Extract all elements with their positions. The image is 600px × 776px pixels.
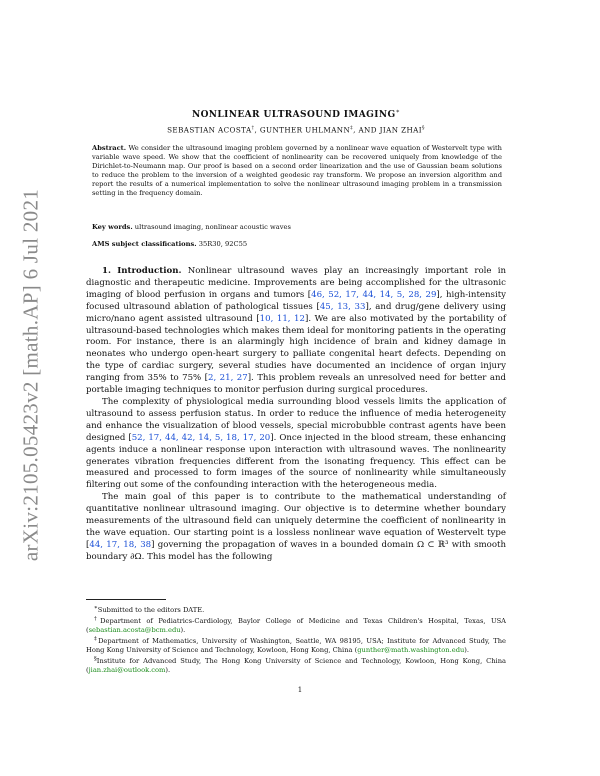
paragraph-goal xyxy=(86,492,506,563)
citation-link[interactable]: 52, 17, 44, 42, 14, 5, 18, 17, 20 xyxy=(131,432,271,443)
footnote-end: ). xyxy=(180,626,186,635)
footnote-uhlmann xyxy=(86,635,506,655)
footnote-text: Institute for Advanced Study, The Hong Kong University of Science and Technology, Kowloon, Hong Kong, China ( xyxy=(86,657,506,675)
text-run: The main goal of this paper is to contribute to the mathematical understanding of quantitative nonlinear ultrasound imaging. Our objective is to determine whether boundary measurements of the ultrasound field can uniquely determine the coefficient of nonlinearity in the wave equation. Our starting point is a lossless nonlinear wave equation of Westervelt type [ xyxy=(86,492,506,550)
abstract-label: Abstract. xyxy=(92,144,127,152)
author-separator: , xyxy=(353,125,356,135)
footnote-acosta xyxy=(86,615,506,635)
title-footnote-mark: ∗ xyxy=(395,108,401,115)
email-link[interactable]: jian.zhai@outlook.com xyxy=(88,666,166,675)
author-list xyxy=(86,125,506,134)
section-number: 1. xyxy=(102,266,111,276)
footnote-text: Department of Mathematics, University of Washington, Seattle, WA 98195, USA; Institute for Advanced Study, The Hong Kong University of Science and Technology, Kowloon, Hong Kong, China ( xyxy=(86,637,506,655)
text-run: ]. Once injected in the blood stream, these enhancing agents induce a nonlinear response upon interaction with ultrasound waves. The nonlinearity generates vibration frequencies different from the isonating frequency. This effect can be measured and processed to form images of the source of nonlinearity while simultaneously filtering out some of the confounding interaction with the heterogeneous media. xyxy=(86,432,506,491)
author-separator: , xyxy=(254,125,258,135)
paper-title xyxy=(86,108,506,120)
keywords-label: Key words. xyxy=(92,223,133,231)
citation-link[interactable]: 44, 17, 18, 38 xyxy=(89,539,152,550)
abstract-text: We consider the ultrasound imaging problem governed by a nonlinear wave equation of Westervelt type with variable wave speed. We show that the coefficient of nonlinearity can be recovered uniquely from knowledge of the Dirichlet-to-Neumann map. Our proof is based on a second order linearization and the use of Gaussian beam solutions to reduce the problem to the inversion of a weighted geodesic ray transform. We propose an inversion algorithm and report the results of a numerical implementation to solve the nonlinear ultrasound imaging problem in a transmission setting in the frequency domain. xyxy=(92,144,502,198)
paragraph-complexity xyxy=(86,397,506,492)
footnote-mark: § xyxy=(94,656,97,663)
section-title: Introduction. xyxy=(117,266,182,276)
footnote-text: Submitted to the editors DATE. xyxy=(97,606,205,615)
email-link[interactable]: sebastian.acosta@bcm.edu xyxy=(88,626,181,635)
arxiv-side-identifier xyxy=(10,188,52,562)
author-name: JIAN ZHAI xyxy=(379,125,422,135)
author-name: GUNTHER UHLMANN xyxy=(259,125,351,135)
email-link[interactable]: gunther@math.washington.edu xyxy=(357,646,465,655)
citation-link[interactable]: 2, 21, 27 xyxy=(208,373,248,384)
text-run: ]. We are also motivated by the portability of ultrasound-based technologies which makes them ideal for monitoring patients in the operating room. For instance, there is an alarmingly high incidence of brain and kidney damage in neonates who undergo open-heart surgery to palliate congenital heart defects. Depending on the type of cardiac surgery, several studies have documented an incidence of organ injury ranging from 35% to 75% [ xyxy=(86,313,507,384)
arxiv-id-text: arXiv:2105.05423v2 [math.AP] 6 Jul 2021 xyxy=(18,188,43,562)
ams-classifications xyxy=(92,240,502,248)
footnote-mark: ∗ xyxy=(94,605,98,611)
main-body xyxy=(86,266,506,564)
paragraph-intro xyxy=(86,266,506,397)
footnote-mark: † xyxy=(94,616,101,623)
footnote-submitted xyxy=(86,604,506,615)
ams-text: 35R30, 92C55 xyxy=(198,240,248,248)
author-mark: § xyxy=(421,125,425,131)
keywords xyxy=(92,223,502,231)
keywords-text: ultrasound imaging, nonlinear acoustic waves xyxy=(134,223,291,231)
title-text: NONLINEAR ULTRASOUND IMAGING xyxy=(191,110,396,120)
footnote-mark: ‡ xyxy=(94,636,99,643)
text-run: ], high-intensity focused ultrasound ablation of pathological tissues [ xyxy=(86,289,507,312)
abstract xyxy=(92,144,502,199)
text-run: Nonlinear ultrasound waves play an increasingly important role in diagnostic and therapeutic medicine. Improvements are being accomplished for the ultrasonic imaging of blood perfusion in organs and tumors [ xyxy=(86,266,507,300)
author-mark: † xyxy=(251,125,255,131)
citation-link[interactable]: 45, 13, 33 xyxy=(319,301,366,312)
footnote-text: Department of Pediatrics-Cardiology, Baylor College of Medicine and Texas Children's Hospital, Texas, USA ( xyxy=(86,617,507,635)
page-number: 1 xyxy=(297,686,303,694)
footnote-zhai xyxy=(86,655,506,675)
text-run: ], and drug/gene delivery using micro/nano agent assisted ultrasound [ xyxy=(86,301,507,324)
footnotes xyxy=(86,604,506,675)
footnote-end: ). xyxy=(165,666,171,675)
footnote-rule xyxy=(86,599,166,600)
footnote-end: ). xyxy=(464,646,470,655)
text-run: ] governing the propagation of waves in a bounded domain Ω ⊂ ℝ³ with smooth boundary ∂Ω. This model has the following xyxy=(86,539,506,562)
author-mark: ‡ xyxy=(350,125,354,131)
author-name: SEBASTIAN ACOSTA xyxy=(167,125,252,135)
author-and: AND xyxy=(358,125,377,135)
ams-label: AMS subject classifications. xyxy=(92,240,197,248)
text-run: The complexity of physiological media surrounding blood vessels limits the application of ultrasound to assess perfusion status. In order to reduce the influence of media heterogeneity and enhance the visualization of blood vessels, special microbubble contrast agents have been designed [ xyxy=(86,396,506,443)
citation-link[interactable]: 10, 11, 12 xyxy=(259,313,305,324)
text-run: ]. This problem reveals an unresolved need for better and portable imaging techniques to monitor perfusion during surgical procedures. xyxy=(86,373,506,396)
citation-link[interactable]: 46, 52, 17, 44, 14, 5, 28, 29 xyxy=(311,289,437,300)
